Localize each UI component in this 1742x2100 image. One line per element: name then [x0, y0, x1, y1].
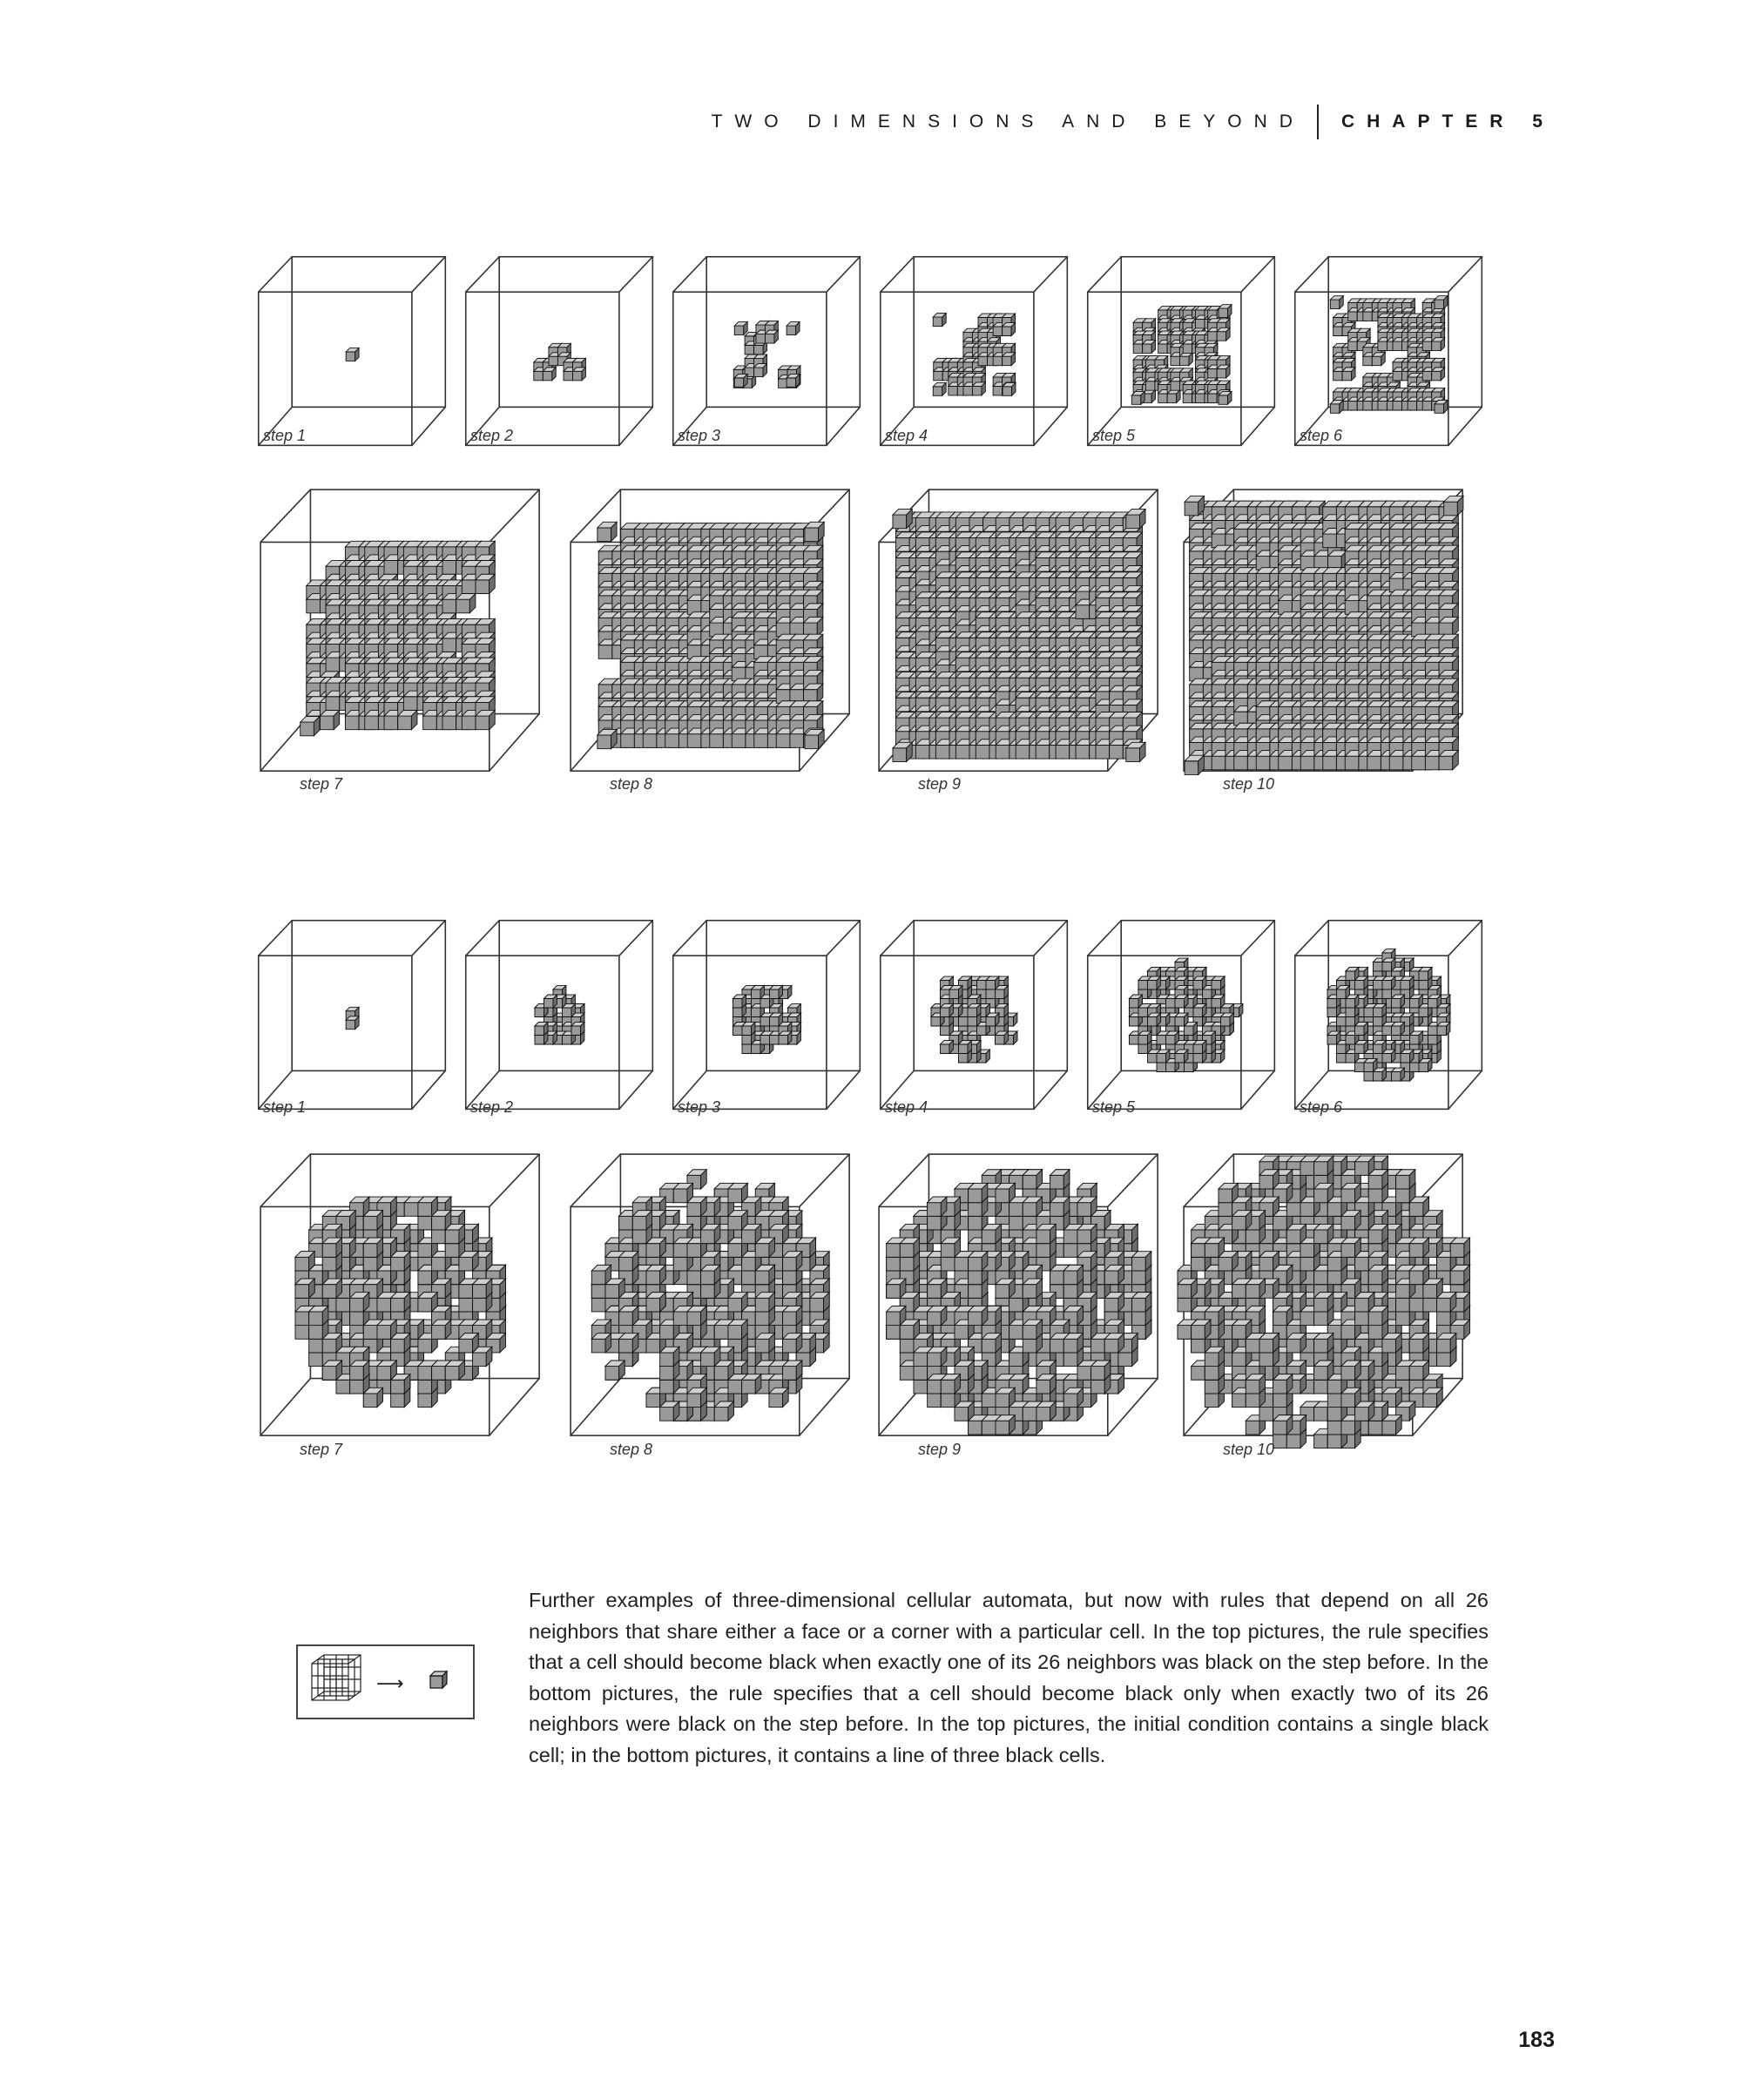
black-cells — [1185, 496, 1463, 775]
automaton-step-panel — [669, 916, 876, 1124]
step-label: step 4 — [885, 427, 928, 444]
automaton-step-panel — [564, 1148, 874, 1457]
black-cells — [1131, 305, 1232, 405]
step-label: step 5 — [1092, 427, 1136, 444]
black-cells — [1178, 1156, 1469, 1448]
automaton-cube-render — [564, 483, 874, 793]
rule-icon — [296, 1644, 475, 1719]
automaton-step-panel — [873, 1148, 1182, 1457]
step-label: step 6 — [1300, 427, 1343, 444]
step-label: step 3 — [678, 427, 721, 444]
automaton-cube-render — [1178, 1148, 1487, 1457]
black-cells — [1130, 958, 1243, 1071]
step-label: step 1 — [263, 427, 307, 444]
black-cell-icon — [430, 1671, 447, 1688]
automaton-step-panel — [462, 253, 669, 460]
automaton-step-panel — [1084, 253, 1291, 460]
black-cells — [1330, 296, 1448, 414]
automaton-step-panel — [254, 253, 462, 460]
step-label: step 8 — [610, 775, 653, 793]
black-cells — [300, 541, 495, 735]
page-number: 183 — [1518, 2028, 1555, 2052]
arrow-icon: ⟶ — [376, 1673, 404, 1695]
step-label: step 3 — [678, 1098, 721, 1116]
step-label: step 1 — [263, 1098, 307, 1116]
automaton-cube-render — [564, 1148, 874, 1457]
black-cells — [598, 522, 824, 748]
figure-caption: Further examples of three-dimensional cellular automata, but now with rules that depend on all 26 neighbors that share either a face or a corner with a particular cell. In the top pictures, the rule specifies that a cell should become black when exactly one of its 26 neighbors was black on the step before. In the bottom pictures, the rule specifies that a cell should become black only when exactly two of its 26 neighbors were black on the step before. In the top pictures, the initial condition contains a single black cell; in the bottom pictures, it contains a line of three black cells. — [529, 1589, 1489, 1766]
step-label: step 2 — [470, 427, 514, 444]
automaton-cube-render — [1178, 483, 1487, 793]
step-label: step 2 — [470, 1098, 514, 1116]
black-cells — [893, 509, 1145, 761]
automaton-cube-render — [669, 916, 876, 1124]
automaton-step-panel — [1178, 483, 1487, 793]
chapter-label: CHAPTER 5 — [1340, 111, 1555, 132]
automaton-cube-render — [254, 1148, 564, 1457]
step-label: step 7 — [300, 1441, 343, 1458]
black-cells — [295, 1197, 506, 1408]
automaton-cube-render — [254, 483, 564, 793]
step-label: step 4 — [885, 1098, 928, 1116]
automaton-cube-render — [876, 916, 1084, 1124]
automaton-cube-render — [1291, 916, 1498, 1124]
automaton-cube-render — [254, 916, 462, 1124]
automaton-step-panel — [876, 916, 1084, 1124]
automaton-step-panel — [462, 916, 669, 1124]
automaton-cube-render — [462, 916, 669, 1124]
black-cells — [931, 976, 1017, 1063]
automaton-step-panel — [873, 483, 1182, 793]
step-label: step 7 — [300, 775, 343, 793]
bounding-box — [1295, 257, 1482, 446]
automaton-step-panel — [1178, 1148, 1487, 1457]
black-cells — [1327, 949, 1450, 1081]
step-label: step 6 — [1300, 1098, 1343, 1116]
rule-neighborhood-diagram — [298, 1646, 476, 1721]
section-title: TWO DIMENSIONS AND BEYOND — [711, 111, 1305, 132]
automaton-step-panel — [254, 483, 564, 793]
black-cells — [535, 986, 584, 1044]
black-cells — [534, 343, 586, 381]
step-label: step 8 — [610, 1441, 653, 1458]
step-label: step 10 — [1223, 775, 1275, 793]
step-label: step 9 — [918, 775, 962, 793]
automaton-step-panel — [254, 916, 462, 1124]
automaton-step-panel — [1291, 253, 1498, 460]
black-cells — [346, 348, 359, 361]
black-cells — [887, 1170, 1151, 1435]
automaton-step-panel — [564, 483, 874, 793]
step-label: step 5 — [1092, 1098, 1136, 1116]
black-cells — [346, 1007, 359, 1029]
step-label: step 9 — [918, 1441, 962, 1458]
automaton-step-panel — [876, 253, 1084, 460]
automaton-step-panel — [254, 1148, 564, 1457]
automaton-step-panel — [1291, 916, 1498, 1124]
neighborhood-cube-icon — [312, 1655, 361, 1700]
automaton-cube-render — [1084, 916, 1291, 1124]
black-cells — [733, 986, 801, 1054]
automaton-step-panel — [669, 253, 876, 460]
automaton-cube-render — [873, 1148, 1182, 1457]
step-label: step 10 — [1223, 1441, 1275, 1458]
black-cells — [733, 321, 800, 388]
automaton-step-panel — [1084, 916, 1291, 1124]
black-cells — [933, 314, 1016, 396]
automaton-cube-render — [873, 483, 1182, 793]
